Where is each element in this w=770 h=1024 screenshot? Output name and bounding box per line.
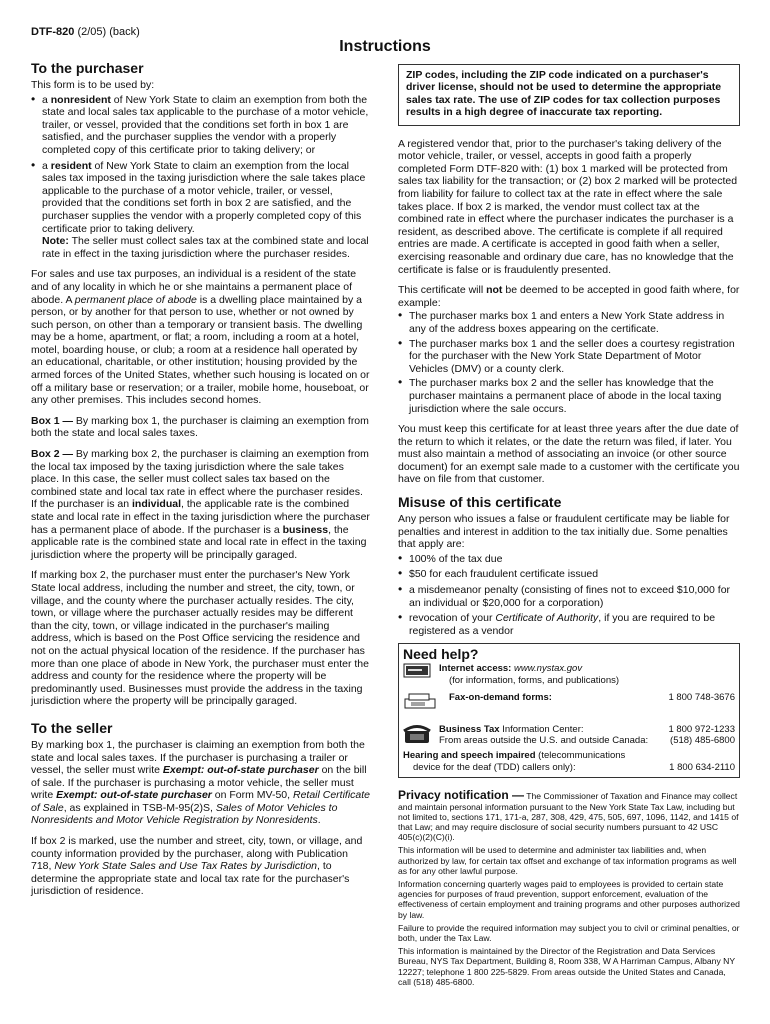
record-keeping-paragraph: You must keep this certificate for at least three years after the due date of the return to which it relates, or the date the return was filed, if later. You must also maintain a method of associating an invoice (or other source document) for an exempt sale made to a customer with the certificate you have on file from that customer. [398, 423, 740, 486]
list-item: • 100% of the tax due [398, 553, 740, 566]
fax-number: 1 800 748-3676 [668, 692, 735, 704]
list-item: • revocation of your Certificate of Authority, if you are required to be registered as a vendor [398, 612, 740, 637]
usage-list [31, 94, 371, 261]
right-column [398, 58, 740, 990]
internet-row: Internet access: www.nystax.gov (for information, forms, and publications) [403, 663, 735, 686]
privacy-paragraph: This information will be used to determine and administer tax liabilities and, when authorized by law, for certain tax offset and exchange of tax information programs as well as for any other lawful purpose. [398, 845, 737, 876]
vendor-paragraph: A registered vendor that, prior to the purchaser's taking delivery of the motor vehicle, trailer, or vessel, accepts in good faith a properly completed Form DTF-820 with: (1) box 1 marked will be protected from sales tax liability for the transaction; or (2) box 2 marked will be protected from liability for failure to collect tax at the rate in effect where the sale takes place. If box 2 is marked, the vendor must collect tax at the combined rate in effect where the purchaser indicates the purchaser is a resident, as described above. The certificate is complete if all required entries are made. A certificate is accepted in good faith when a seller, exercising reasonable and ordinary due care, has no knowledge that the certificate is false or is fraudulently presented. [398, 137, 738, 276]
list-item: • a nonresident of New York State to claim an exemption from both the state and local sales tax applicable to the purchase of a motor vehicle, trailer, or vessel, provided that the conditions set forth in box 1 are satisfied, and the purchaser supplies the vendor with a properly completed copy of this certificate prior to taking delivery; or [31, 94, 371, 157]
misuse-heading: Misuse of this certificate [398, 494, 562, 511]
list-item: • a misdemeanor penalty (consisting of fines not to exceed $10,000 for an individual or $20,000 for a corporation) [398, 584, 740, 609]
list-item: • The purchaser marks box 2 and the seller has knowledge that the purchaser maintains a permanent place of abode in the local taxing jurisdiction where the sale occurs. [398, 377, 740, 415]
list-item: • The purchaser marks box 1 and enters a New York State address in any of the address boxes appearing on the certificate. [398, 310, 740, 335]
abode-paragraph: For sales and use tax purposes, an individual is a resident of the state and of any locality in which he or she maintains a permanent place of abode. A permanent place of abode is a dwelling place maintained by a person, or by another for that person to use, whether or not owned by such person, on other than a temporary or transient basis. The dwelling may be a home, apartment, or flat; a room, including a room at a hotel, motel, boarding house, or club; a room at a residence hall operated by an educational, charitable, or other institution; housing provided by the armed forces of the United States, whether such housing is located on or off a military base or reservation; or a trailer, mobile home, houseboat, or any other premises. This includes second homes. [31, 268, 370, 407]
outside-us-number: (518) 485-6800 [670, 735, 735, 747]
privacy-paragraph: Information concerning quarterly wages paid to employees is provided to certain state agencies for purposes of fraud prevention, support enforcement, evaluation of the effectiveness of certain employment and training programs and other purposes authorized by law. [398, 879, 740, 920]
privacy-paragraph: This information is maintained by the Director of the Registration and Data Services Bureau, NYS Tax Department, Building 8, Room 338, W A Harriman Campus, Albany NY 12227; telephone 1 800 225-5829. From areas outside the United States and Canada, call (518) 485-6800. [398, 946, 735, 987]
intro-text: This form is to be used by: [31, 79, 155, 91]
list-item: • a resident of New York State to claim an exemption from the local sales tax imposed in the taxing jurisdiction where the sale takes place applicable to the purchase of a motor vehicle, trailer, or vessel, provided that the conditions set forth in box 2 are satisfied, and the purchaser supplies the vendor with a properly completed copy of this certificate prior to taking delivery. Note: The seller must collect sales tax at the combined state and local rate in effect in the taxing jurisdiction where the purchaser resides. [31, 160, 371, 261]
address-paragraph: If marking box 2, the purchaser must enter the purchaser's New York State local address, including the number and street, the city, town, or village, and the county where the purchaser actually resides. The city, town, or village where the purchaser actually resides may be different than the city, town, or village indicated in the purchaser's mailing address, which is based on the Post Office servicing the residence and not on the actual physical location of the residence. If the purchaser has more than one place of abode in New York, the purchaser must enter the address and county for the residence where the property will be predominantly used. Businesses must provide the address in the taxing jurisdiction where the property will be principally garaged. [31, 569, 369, 708]
fax-row: Fax-on-demand forms: 1 800 748-3676 [403, 692, 735, 714]
page-title: Instructions [339, 38, 431, 55]
list-item: • The purchaser marks box 1 and the seller does a courtesy registration for the purchaser with the New York State Department of Motor Vehicles (DMV) or a county clerk. [398, 338, 740, 376]
misuse-paragraph: Any person who issues a false or fraudulent certificate may be liable for penalties and interest in addition to the tax initially due. Some penalties that apply are: [398, 513, 730, 551]
seller-heading: To the seller [31, 719, 113, 736]
business-tax-row: Business Tax Information Center: From areas outside the U.S. and outside Canada: 1 800 972-1233 (518) 485-6800 [403, 724, 735, 748]
website-link[interactable]: www.nystax.gov [513, 663, 583, 675]
privacy-paragraph: Failure to provide the required information may subject you to civil or criminal penalties, or both, under the Tax Law. [398, 922, 740, 944]
need-help-box [398, 643, 740, 778]
form-identifier: DTF-820 (2/05) (back) [31, 26, 140, 38]
hearing-row: Hearing and speech impaired (telecommunications device for the deaf (TDD) callers only): 1 800 634-2110 [403, 750, 735, 773]
business-tax-number: 1 800 972-1233 [668, 723, 735, 735]
purchaser-heading: To the purchaser [31, 60, 144, 76]
box2-seller-paragraph: If box 2 is marked, use the number and street, city, town, or village, and county information provided by the purchaser, along with Publication 718, New York State Sales and Use Tax Rates by Jurisdiction, to determine the appropriate state and local tax rate for the purchaser's jurisdiction of residence. [31, 835, 363, 898]
zip-code-notice: ZIP codes, including the ZIP code indicated on a purchaser's driver license, should not be used to determine the appropriate sales tax rate. The use of ZIP codes for tax collection purposes results in a high degree of inaccurate tax reporting. [398, 64, 740, 126]
seller-paragraph: By marking box 1, the purchaser is claiming an exemption from both the state and local sales taxes. If the purchaser is purchasing a trailer or vessel, the seller must write Exempt: out-of-state purchaser on the bill of sale. If the purchaser is purchasing a motor vehicle, the seller must write Exempt: out-of-state purchaser on Form MV-50, Retail Certificate of Sale, as explained in TSB-M-95(2)S, Sales of Motor Vehicles to Nonresidents and Motor Vehicle Registration by Nonresidents. [31, 738, 371, 827]
list-item: • $50 for each fraudulent certificate issued [398, 568, 740, 581]
computer-icon [403, 663, 439, 686]
telephone-icon [403, 724, 439, 748]
privacy-heading: Privacy notification — [398, 788, 525, 803]
good-faith-list [398, 310, 740, 415]
penalty-list [398, 553, 740, 638]
tdd-number: 1 800 634-2110 [669, 761, 735, 773]
fax-icon [403, 692, 439, 714]
good-faith-intro: This certificate will not be deemed to be accepted in good faith where, for example: [398, 284, 740, 309]
box2-paragraph: Box 2 — By marking box 2, the purchaser is claiming an exemption from the local tax imposed by the taxing jurisdiction where the sale takes place. In this case, the seller must collect sales tax based on the combined state and local tax rate in effect where the purchaser resides. If the purchaser is an individual, the applicable rate is the combined state and local rate in effect in the taxing jurisdiction where the purchaser has a permanent place of abode. If the purchaser is a business, the applicable rate is the combined state and local rate in effect in the taxing jurisdiction where the property will be principally garaged. [31, 448, 370, 561]
need-help-heading: Need help? [403, 646, 479, 663]
privacy-paragraph: Privacy notification — The Commissioner of Taxation and Finance may collect and maintain personal information pursuant to the New York State Tax Law, including but not limited to, sections 171, 171-a, 287, 308, 429, 475, 505, 697, 1096, 1142, and 1415 of that Law; and may require disclosure of social security numbers pursuant to 42 USC 405(c)(2)(C)(i). [398, 788, 739, 843]
left-column [31, 58, 371, 906]
box1-paragraph: Box 1 — By marking box 1, the purchaser is claiming an exemption from both the state and local sales taxes. [31, 414, 369, 440]
